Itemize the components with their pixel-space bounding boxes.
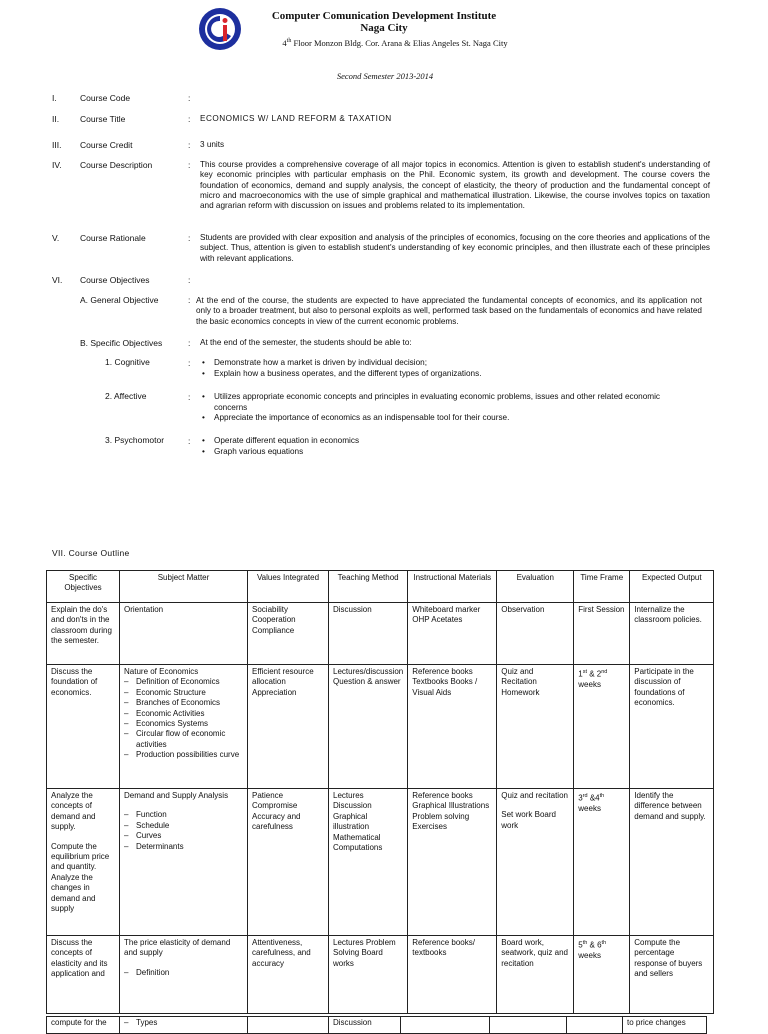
cell-method: Lectures Problem Solving Board works bbox=[329, 936, 408, 1014]
section-colon: : bbox=[188, 275, 191, 285]
cell-subject: Nature of Economics – Definition of Economics – Economic Structure – Branches of Economics – Economic Activities – Economics Systems – Circular flow of economic activities – Production possibilities curve bbox=[120, 665, 248, 789]
affective-label: 2. Affective bbox=[105, 391, 147, 401]
list-item: – Definition of Economics bbox=[124, 677, 243, 687]
cell-method: Discussion bbox=[329, 1017, 401, 1034]
list-item: – Economic Structure bbox=[124, 688, 243, 698]
cell-time: 5th & 6th weeks bbox=[574, 936, 630, 1014]
section-colon: : bbox=[188, 93, 191, 103]
cell-output: Compute the percentage response of buyers and sellers bbox=[630, 936, 714, 1014]
cell-objectives: Discuss the foundation of economics. bbox=[47, 665, 120, 789]
cell-objectives: Discuss the concepts of elasticity and its application and bbox=[47, 936, 120, 1014]
section-label: Course Code bbox=[80, 93, 131, 103]
table-row bbox=[47, 665, 714, 789]
list-item: • Demonstrate how a market is driven by individual decision; bbox=[200, 358, 700, 369]
list-item: • Operate different equation in economics bbox=[200, 436, 680, 447]
cell-values: Attentiveness, carefulness, and accuracy bbox=[248, 936, 329, 1014]
table-row bbox=[47, 1017, 707, 1034]
institute-address: 4th Floor Monzon Bldg. Cor. Arana & Elias Angeles St. Naga City bbox=[282, 38, 508, 48]
cell-subject: Demand and Supply Analysis – Function – Schedule – Curves – Determinants bbox=[120, 789, 248, 936]
semester-line: Second Semester 2013-2014 bbox=[336, 71, 434, 81]
course-outline-continued bbox=[46, 1016, 707, 1034]
institute-name: Computer Comunication Development Institute bbox=[271, 10, 497, 22]
cell-materials bbox=[401, 1017, 490, 1034]
table-row bbox=[47, 603, 714, 665]
column-header: Expected Output bbox=[630, 571, 714, 603]
cell-time: 3rd &4th weeks bbox=[574, 789, 630, 936]
list-item: – Economics Systems bbox=[124, 719, 243, 729]
section-num: I. bbox=[52, 93, 57, 103]
list-item: • Graph various equations bbox=[200, 447, 680, 458]
cell-time bbox=[567, 1017, 623, 1034]
section-colon: : bbox=[188, 114, 191, 124]
list-item: – Economic Activities bbox=[124, 709, 243, 719]
table-row bbox=[47, 789, 714, 936]
cell-method: Lectures Discussion Graphical illustration Mathematical Computations bbox=[329, 789, 408, 936]
cell-values bbox=[248, 1017, 329, 1034]
cognitive-colon: : bbox=[188, 358, 191, 368]
cell-evaluation: Quiz and recitation Set work Board work bbox=[497, 789, 574, 936]
column-header: Teaching Method bbox=[329, 571, 408, 603]
cell-time: First Session bbox=[574, 603, 630, 665]
list-item: • Explain how a business operates, and the different types of organizations. bbox=[200, 369, 700, 380]
list-item: – Definition bbox=[124, 968, 243, 978]
list-item: – Branches of Economics bbox=[124, 698, 243, 708]
course-title-value: ECONOMICS W/ LAND REFORM & TAXATION bbox=[200, 114, 392, 123]
list-item: – Curves bbox=[124, 831, 243, 841]
section-num: II. bbox=[52, 114, 60, 124]
cell-evaluation: Observation bbox=[497, 603, 574, 665]
cell-evaluation bbox=[490, 1017, 567, 1034]
section-label: Course Objectives bbox=[80, 275, 150, 285]
column-header: Instructional Materials bbox=[408, 571, 497, 603]
specific-objectives-colon: : bbox=[188, 338, 191, 348]
column-header: Time Frame bbox=[574, 571, 630, 603]
psychomotor-colon: : bbox=[188, 436, 191, 446]
list-item: – Function bbox=[124, 810, 243, 820]
cell-time: 1st & 2nd weeks bbox=[574, 665, 630, 789]
list-item: • Utilizes appropriate economic concepts and principles in evaluating economic problems, issues and other related economic concerns bbox=[200, 392, 680, 413]
cell-output: Identify the difference between demand and supply. bbox=[630, 789, 714, 936]
institute-city: Naga City bbox=[360, 22, 408, 34]
cell-output: to price changes bbox=[623, 1017, 707, 1034]
cell-objectives: Analyze the concepts of demand and supply. Compute the equilibrium price and quantity. Analyze the changes in demand and supply bbox=[47, 789, 120, 936]
section-label: Course Credit bbox=[80, 140, 133, 150]
cell-materials: Reference books Graphical Illustrations Problem solving Exercises bbox=[408, 789, 497, 936]
column-header: Subject Matter bbox=[120, 571, 248, 603]
cell-values: Efficient resource allocation Appreciation bbox=[248, 665, 329, 789]
cell-materials: Reference books Textbooks Books / Visual Aids bbox=[408, 665, 497, 789]
affective-list bbox=[200, 392, 680, 424]
column-header: Specific Objectives bbox=[47, 571, 120, 603]
section-label: Course Title bbox=[80, 114, 126, 124]
list-item: – Production possibilities curve bbox=[124, 750, 243, 760]
cell-objectives: compute for the bbox=[47, 1017, 120, 1034]
course-outline-title: VII. Course Outline bbox=[52, 548, 130, 558]
table-row bbox=[47, 936, 714, 1014]
affective-colon: : bbox=[188, 392, 191, 402]
column-header: Evaluation bbox=[497, 571, 574, 603]
cell-method: Discussion bbox=[329, 603, 408, 665]
column-header: Values Integrated bbox=[248, 571, 329, 603]
cell-objectives: Explain the do's and don'ts in the classroom during the semester. bbox=[47, 603, 120, 665]
psychomotor-label: 3. Psychomotor bbox=[105, 435, 165, 445]
section-num: V. bbox=[52, 233, 60, 243]
cell-subject: The price elasticity of demand and supply – Definition bbox=[120, 936, 248, 1014]
general-objective-colon: : bbox=[188, 295, 191, 305]
section-colon: : bbox=[188, 160, 191, 170]
section-num: VI. bbox=[52, 275, 63, 285]
course-description-value: This course provides a comprehensive coverage of all major topics in economics. Attention is given to establish student's understanding of key economic principles with particular emphasis on the Phil. Economic system, its growth and development. The course covers the foundation of economics, demand and supply analysis, the concept of elasticity, the theory of production and the fundamental concept of micro and macroeconomics with the use of simple graphical and mathematical illustration. Likewise, the course involves topics on taxation and agrarian reform with discussion on issues and problems related to its implementation. bbox=[200, 160, 710, 211]
list-item: • Appreciate the importance of economics as an indispensable tool for their course. bbox=[200, 413, 680, 424]
cell-subject: Orientation bbox=[120, 603, 248, 665]
course-rationale-value: Students are provided with clear exposition and analysis of the principles of economics, focusing on the core theories and applications of the subject. Thus, attention is given to establish student's understanding of key economic principles, and then illustrate each of these principles with relevant applications. bbox=[200, 233, 710, 263]
section-label: Course Rationale bbox=[80, 233, 146, 243]
list-item: – Types bbox=[124, 1018, 243, 1028]
cell-evaluation: Quiz and Recitation Homework bbox=[497, 665, 574, 789]
table-header-row bbox=[47, 571, 714, 603]
section-colon: : bbox=[188, 233, 191, 243]
cognitive-list bbox=[200, 358, 700, 379]
cell-values: Sociability Cooperation Compliance bbox=[248, 603, 329, 665]
general-objective-value: At the end of the course, the students are expected to have appreciated the fundamental concepts of economics, and its application not only to a broader treatment, but also to personal exploits as well, performed task based on the fundamentals of economics and have related the basic economics concepts in view of the current economic problems. bbox=[196, 296, 702, 326]
cell-evaluation: Board work, seatwork, quiz and recitation bbox=[497, 936, 574, 1014]
section-label: Course Description bbox=[80, 160, 153, 170]
course-outline-table bbox=[46, 570, 714, 1014]
psychomotor-list bbox=[200, 436, 680, 457]
list-item: – Circular flow of economic activities bbox=[124, 729, 243, 750]
cell-materials: Whiteboard marker OHP Acetates bbox=[408, 603, 497, 665]
cell-values: Patience Compromise Accuracy and carefulness bbox=[248, 789, 329, 936]
section-num: III. bbox=[52, 140, 62, 150]
cognitive-label: 1. Cognitive bbox=[105, 357, 150, 367]
cell-method: Lectures/discussion Question & answer bbox=[329, 665, 408, 789]
cell-subject bbox=[120, 1017, 248, 1034]
cell-output: Internalize the classroom policies. bbox=[630, 603, 714, 665]
list-item: – Determinants bbox=[124, 842, 243, 852]
specific-objectives-label: B. Specific Objectives bbox=[80, 338, 163, 348]
cell-materials: Reference books/ textbooks bbox=[408, 936, 497, 1014]
section-num: IV. bbox=[52, 160, 62, 170]
specific-objectives-value: At the end of the semester, the students should be able to: bbox=[200, 338, 412, 347]
cell-output: Participate in the discussion of foundations of economics. bbox=[630, 665, 714, 789]
list-item: – Schedule bbox=[124, 821, 243, 831]
section-colon: : bbox=[188, 140, 191, 150]
general-objective-label: A. General Objective bbox=[80, 295, 159, 305]
course-credit-value: 3 units bbox=[200, 140, 225, 149]
